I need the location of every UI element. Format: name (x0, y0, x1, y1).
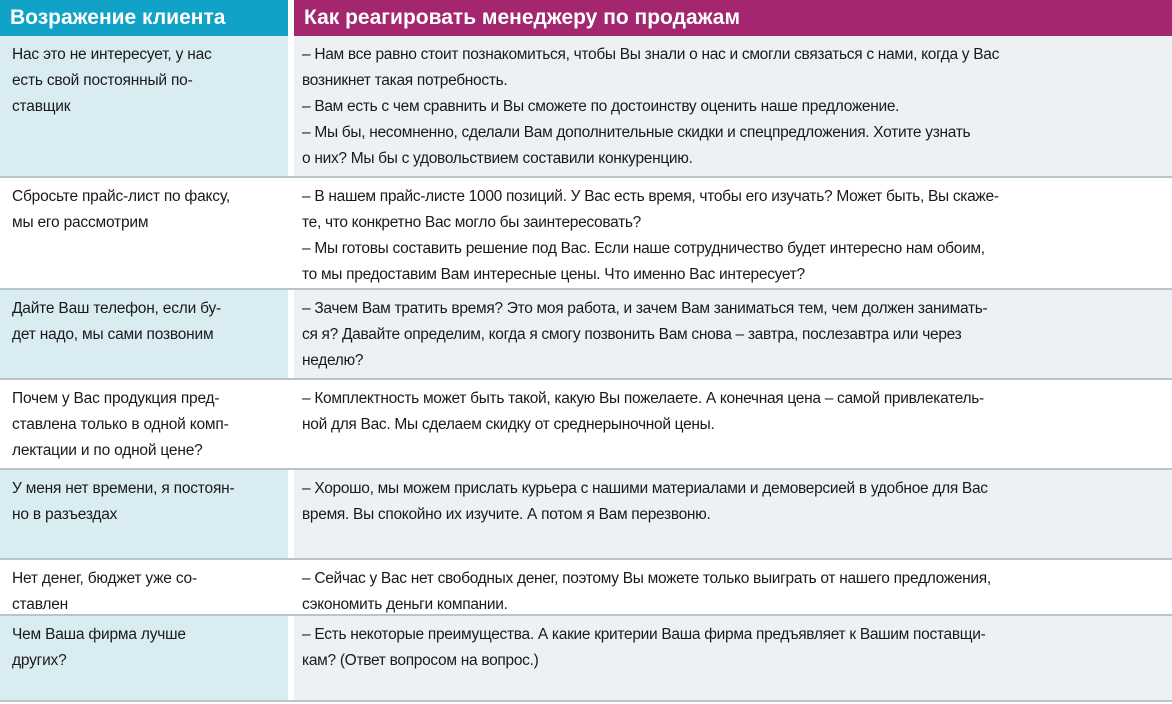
objection-cell (12, 42, 282, 120)
objection-line: Почем у Вас продукция пред- (12, 390, 220, 407)
response-line: – Зачем Вам тратить время? Это моя работа, и зачем Вам заниматься тем, чем должен занимать- (302, 300, 988, 317)
objection-line: Дайте Ваш телефон, если бу- (12, 300, 221, 317)
row-divider (0, 700, 1172, 702)
response-line: ной для Вас. Мы сделаем скидку от среднерыночной цены. (302, 416, 715, 433)
response-line: – Есть некоторые преимущества. А какие критерии Ваша фирма предъявляет к Вашим поставщи- (302, 626, 986, 643)
response-line: время. Вы спокойно их изучите. А потом я Вам перезвоню. (302, 506, 711, 523)
table-row (0, 470, 1172, 560)
response-cell (302, 566, 1162, 618)
objection-line: ставлена только в одной комп- (12, 416, 229, 433)
objection-line: мы его рассмотрим (12, 214, 149, 231)
response-line: сэкономить деньги компании. (302, 596, 508, 613)
objection-line: но в разъездах (12, 506, 118, 523)
objection-line: Сбросьте прайс-лист по факсу, (12, 188, 230, 205)
table-row (0, 380, 1172, 470)
objection-line: дет надо, мы сами позвоним (12, 326, 214, 343)
response-line: – Комплектность может быть такой, какую Вы пожелаете. А конечная цена – самой привлекатель- (302, 390, 984, 407)
table-row (0, 290, 1172, 380)
objection-line: лектации и по одной цене? (12, 442, 203, 459)
objection-cell (12, 622, 282, 674)
header-objection: Возражение клиента (0, 0, 288, 36)
response-line: – Вам есть с чем сравнить и Вы сможете по достоинству оценить наше предложение. (302, 98, 900, 115)
objection-cell (12, 296, 282, 348)
response-line: неделю? (302, 352, 364, 369)
objection-cell (12, 184, 282, 236)
response-line: – Мы готовы составить решение под Вас. Если наше сотрудничество будет интересно нам обоим, (302, 240, 985, 257)
response-line: – Нам все равно стоит познакомиться, чтобы Вы знали о нас и смогли связаться с нами, когда у Вас (302, 46, 1000, 63)
response-line: – Сейчас у Вас нет свободных денег, поэтому Вы можете только выиграть от нашего предложения, (302, 570, 991, 587)
response-line: – В нашем прайс-листе 1000 позиций. У Вас есть время, чтобы его изучать? Может быть, Вы скаже- (302, 188, 999, 205)
response-cell (302, 296, 1162, 374)
table-row (0, 616, 1172, 702)
objection-line: Чем Ваша фирма лучше (12, 626, 186, 643)
objection-line: других? (12, 652, 67, 669)
response-cell (302, 476, 1162, 528)
response-line: о них? Мы бы с удовольствием составили конкуренцию. (302, 150, 693, 167)
objection-line: У меня нет времени, я постоян- (12, 480, 235, 497)
objection-line: есть свой постоянный по- (12, 72, 193, 89)
response-line: возникнет такая потребность. (302, 72, 508, 89)
response-line: ся я? Давайте определим, когда я смогу позвонить Вам снова – завтра, послезавтра или через (302, 326, 962, 343)
header-response: Как реагировать менеджеру по продажам (294, 0, 1172, 36)
objection-cell (12, 386, 282, 464)
table-header (0, 0, 1172, 36)
objection-line: ставщик (12, 98, 71, 115)
response-cell (302, 622, 1162, 674)
table-row (0, 560, 1172, 616)
response-line: те, что конкретно Вас могло бы заинтересовать? (302, 214, 641, 231)
response-line: – Мы бы, несомненно, сделали Вам дополнительные скидки и спецпредложения. Хотите узнать (302, 124, 971, 141)
response-line: то мы предоставим Вам интересные цены. Что именно Вас интересует? (302, 266, 805, 283)
table-row (0, 178, 1172, 290)
response-cell (302, 386, 1162, 438)
table-row (0, 36, 1172, 178)
objection-line: ставлен (12, 596, 68, 613)
response-cell (302, 42, 1162, 172)
objection-cell (12, 566, 282, 618)
objection-line: Нас это не интересует, у нас (12, 46, 212, 63)
response-line: кам? (Ответ вопросом на вопрос.) (302, 652, 539, 669)
objection-line: Нет денег, бюджет уже со- (12, 570, 197, 587)
response-line: – Хорошо, мы можем прислать курьера с нашими материалами и демоверсией в удобное для Вас (302, 480, 988, 497)
objection-cell (12, 476, 282, 528)
response-cell (302, 184, 1162, 288)
